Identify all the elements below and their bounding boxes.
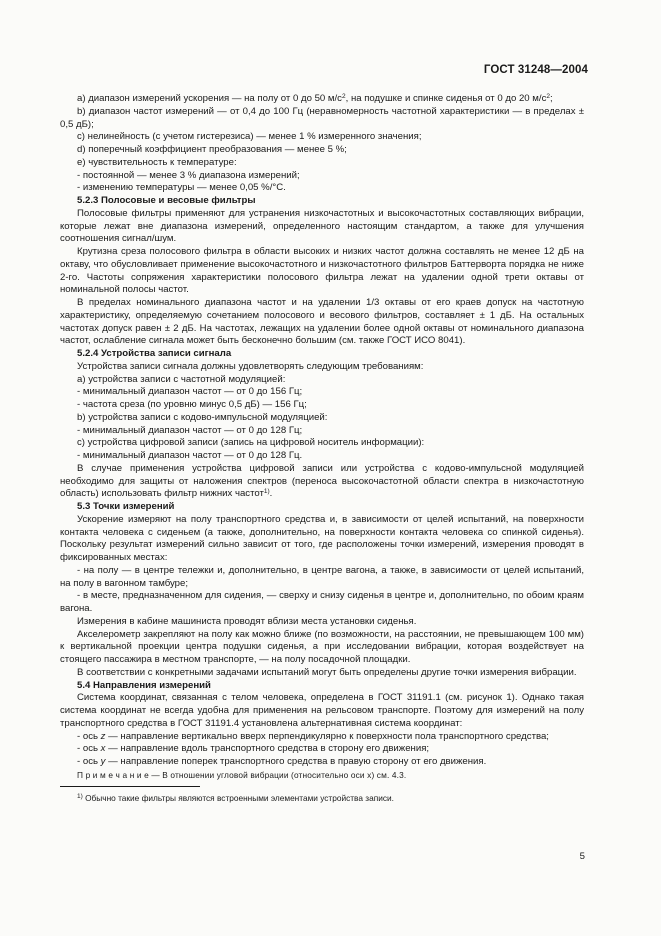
axis-y-item: - ось y — направление поперек транспортного средства в правую сторону от его движения.: [77, 756, 487, 767]
list-item: - в месте, предназначенном для сидения, — сверху и снизу сиденья в центре и, дополнительно, по обоим краям вагона.: [60, 590, 584, 614]
paragraph: Измерения в кабине машиниста проводят вблизи места установки сиденья.: [77, 615, 417, 627]
list-item: - минимальный диапазон частот — от 0 до 156 Гц;: [77, 386, 303, 398]
range-item-e: е) чувствительность к температуре:: [77, 156, 237, 168]
note: П р и м е ч а н и е — В отношении угловой вибрации (относительно оси x) см. 4.3.: [77, 769, 407, 780]
range-item-d: d) поперечный коэффициент преобразования — менее 5 %;: [77, 144, 347, 155]
list-item: с) устройства цифровой записи (запись на цифровой носитель информации):: [77, 437, 425, 449]
range-item-b: b) диапазон частот измерений — от 0,4 до 100 Гц (неравномерность частотной характеристики — в пределах ± 0,5 дБ);: [60, 105, 584, 130]
paragraph: Полосовые фильтры применяют для устранения низкочастотных и высокочастотных составляющих вибрации, которые лежат вне диапазона измерений, определенного настоящим стандартом, а также для улучшения соотношения сигнал/шум.: [60, 207, 584, 245]
section-heading-5-4: 5.4 Направления измерений: [77, 679, 211, 691]
list-item: а) устройства записи с частотной модуляцией:: [77, 373, 286, 385]
body-text: [60, 93, 584, 804]
section-heading-5-2-4: 5.2.4 Устройства записи сигнала: [77, 348, 232, 359]
paragraph: Акселерометр закрепляют на полу как можно ближе (по возможности, на расстоянии, не превышающем 100 мм) к вертикальной проекции центра подушки сиденья, а при исследовании вибрации, которая воздействует на стоящего пассажира в местном транспорте, — на полу посадочной площадки.: [60, 628, 584, 665]
paragraph: В пределах номинального диапазона частот и на удалении 1/3 октавы от его краев допуск на частотную характеристику, определяемую сочетанием полосового и весового фильтров, составляет ± 1 дБ. На остальных частотах допуск равен ± 2 дБ. На частотах, лежащих на удалении более одной октавы от номинального диапазона частот, ослабление сигнала может быть бесконечно большим (см. также ГОСТ ИСО 8041).: [60, 297, 584, 347]
list-item: - частота среза (по уровню минус 0,5 дБ) — 156 Гц;: [77, 399, 307, 410]
list-item: b) устройства записи с кодово-импульсной модуляцией:: [77, 411, 328, 423]
list-item: - минимальный диапазон частот — от 0 до 128 Гц.: [77, 450, 303, 461]
range-subitem-1: - постоянной — менее 3 % диапазона измерений;: [77, 169, 300, 181]
paragraph: Устройства записи сигнала должны удовлетворять следующим требованиям:: [77, 360, 424, 372]
paragraph: Система координат, связанная с телом человека, определена в ГОСТ 31191.1 (см. рисунок 1). Однако такая система координат не всегда удобна для применения на рельсовом транспорте. Поэтому для измерений на полу транспортного средства в ГОСТ 31191.4 установлена альтернативная система координат:: [60, 692, 584, 729]
list-item: - на полу — в центре тележки и, дополнительно, в центре вагона, а также, в зависимости от целей испытаний, на полу в вагонном тамбуре;: [60, 564, 584, 589]
footnote: $^{1)}$ Обычно такие фильтры являются встроенными элементами устройства записи.: [77, 792, 394, 803]
section-heading-5-2-3: 5.2.3 Полосовые и весовые фильтры: [77, 195, 256, 206]
section-heading-5-3: 5.3 Точки измерений: [77, 501, 175, 512]
page-number: 5: [579, 851, 585, 862]
paragraph: Крутизна среза полосового фильтра в области высоких и низких частот должна составлять не менее 12 дБ на октаву, что обусловливает применение высокочастотного и низкочастотного фильтров Баттерворта порядка не ниже 2-го. Частоты сопряжения характеристики полосового фильтра лежат на удалении одной трети октавы от номинальной полосы частот.: [60, 246, 584, 296]
range-item-a: а) диапазон измерений ускорения — на полу от 0 до 50 $м/с^2$, на подушке и спинке сиденья от 0 до 20 $м/с^2$;: [77, 93, 553, 104]
axis-z-item: - ось z — направление вертикально вверх перпендикулярно к поверхности пола транспортного средства;: [77, 730, 549, 742]
paragraph: В случае применения устройства цифровой записи или устройства с кодово-импульсной модуляцией необходимо для защиты от наложения спектров (переноса высокочастотной области спектра в низкочастотную область) использовать фильтр нижних частот$^{1)}$.: [60, 462, 584, 500]
footnote-ref: 1): [263, 488, 270, 496]
paragraph: Ускорение измеряют на полу транспортного средства и, в зависимости от целей испытаний, на поверхности контакта человека с сиденьем (а также, дополнительно, на поверхности контакта человека со спинкой сиденья). Поскольку результат измерений сильно зависит от того, где расположены точки измерений, измерения проводят в фиксированных местах:: [60, 513, 584, 563]
paragraph: В соответствии с конкретными задачами испытаний могут быть определены другие точки измерения вибрации.: [77, 666, 577, 678]
range-subitem-2: - изменению температуры — менее 0,05 %/°С.: [77, 182, 286, 194]
footnote-divider: [60, 786, 200, 787]
axis-x-item: - ось x — направление вдоль транспортного средства в сторону его движения;: [77, 743, 430, 755]
document-number: ГОСТ 31248—2004: [483, 64, 588, 76]
range-item-c: с) нелинейность (с учетом гистерезиса) — менее 1 % измеренного значения;: [77, 131, 422, 143]
list-item: - минимальный диапазон частот — от 0 до 128 Гц;: [77, 424, 303, 436]
